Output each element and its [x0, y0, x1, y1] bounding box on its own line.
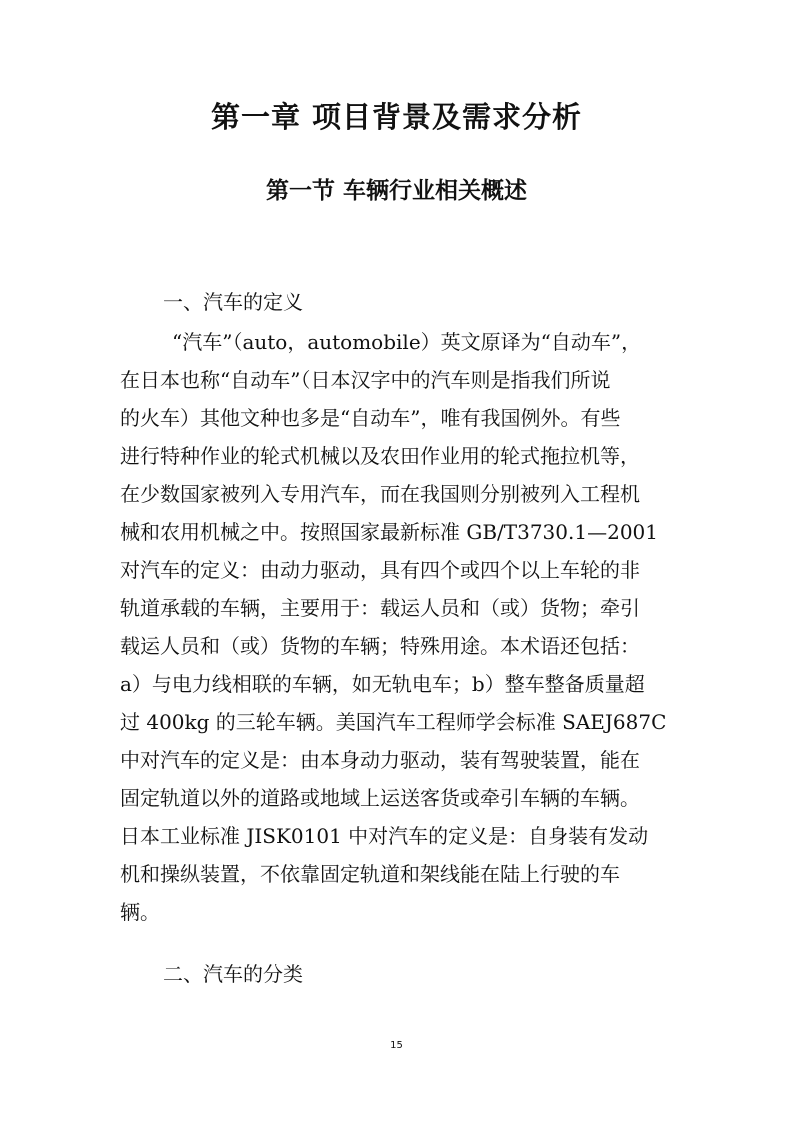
chapter-title: 第一章 项目背景及需求分析	[210, 100, 583, 134]
paragraph-line: 的火车）其他文种也多是“自动车”，唯有我国例外。有些	[120, 406, 621, 430]
section-title: 第一节 车辆行业相关概述	[265, 178, 527, 204]
paragraph-line: 械和农用机械之中。按照国家最新标准 GB/T3730.1—2001	[120, 520, 658, 544]
paragraph-line: 过 400kg 的三轮车辆。美国汽车工程师学会标准 SAEJ687C	[120, 710, 667, 734]
heading-car-classification: 二、汽车的分类	[163, 962, 303, 986]
paragraph-line: 载运人员和（或）货物的车辆；特殊用途。本术语还包括：	[120, 634, 640, 658]
paragraph-line: 轨道承载的车辆，主要用于：载运人员和（或）货物；牵引	[120, 596, 640, 620]
paragraph-line: 日本工业标准 JISK0101 中对汽车的定义是：自身装有发动	[120, 824, 649, 848]
paragraph-line: a）与电力线相联的车辆，如无轨电车；b）整车整备质量超	[120, 672, 645, 696]
paragraph-line: “汽车”（auto，automobile）英文原译为“自动车”，	[172, 330, 642, 354]
page-number: 15	[390, 1040, 403, 1051]
paragraph-line: 固定轨道以外的道路或地域上运送客货或牵引车辆的车辆。	[120, 786, 640, 810]
paragraph-line: 中对汽车的定义是：由本身动力驱动，装有驾驶装置，能在	[120, 748, 640, 772]
paragraph-line: 在日本也称“自动车”（日本汉字中的汽车则是指我们所说	[120, 368, 611, 392]
paragraph-line: 对汽车的定义：由动力驱动，具有四个或四个以上车轮的非	[120, 558, 640, 582]
definition-paragraph	[120, 326, 676, 934]
paragraph-line: 在少数国家被列入专用汽车，而在我国则分别被列入工程机	[120, 482, 640, 506]
paragraph-line: 进行特种作业的轮式机械以及农田作业用的轮式拖拉机等，	[120, 444, 640, 468]
paragraph-line: 机和操纵装置，不依靠固定轨道和架线能在陆上行驶的车	[120, 862, 620, 886]
heading-car-definition: 一、汽车的定义	[163, 290, 303, 314]
paragraph-line: 辆。	[120, 900, 160, 924]
